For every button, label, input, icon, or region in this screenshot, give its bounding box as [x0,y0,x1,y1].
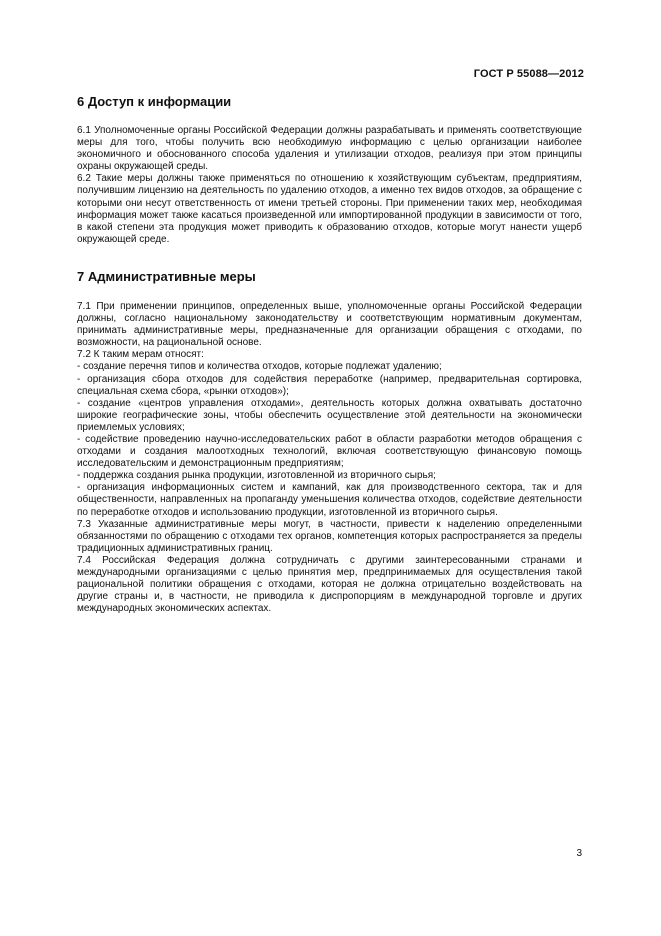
section-6-title: 6 Доступ к информации [77,94,232,109]
paragraph-7-1: 7.1 При применении принципов, определенных выше, уполномоченные органы Российской Федерации должны, согласно национальному законодательству и соответствующим нормативным документам, принимать административные меры, предназначенные для организации обращения с отходами, по возможности, на рациональной основе. [77,300,582,349]
document-code: ГОСТ Р 55088—2012 [473,68,584,80]
section-6-body [77,125,582,246]
paragraph-7-2: 7.2 К таким мерам относят: [77,349,204,361]
section-7-body [77,301,582,615]
paragraph-6-1: 6.1 Уполномоченные органы Российской Федерации должны разрабатывать и применять соответствующие меры для того, чтобы получить всю необходимую информацию с целью организации наиболее экономичного и обоснованного способа удаления и утилизации отходов, реализуя при этом принципы охраны окружающей среды. [77,125,582,173]
paragraph-7-3: 7.3 Указанные административные меры могут, в частности, привести к наделению определенными обязанностями по обращению с отходами тех органов, компетенция которых распространяется за пределы традиционных административных границ. [77,518,582,554]
paragraph-7-4: 7.4 Российская Федерация должна сотрудничать с другими заинтересованными странами и международными организациями с целью принятия мер, предпринимаемых для осуществления такой рациональной политики обращения с отходами, которая не должна отрицательно воздействовать на другие страны и, в частности, не приводила к диспропорциям в международной торговле и других международных экономических аспектах. [77,554,582,615]
section-7-title: 7 Административные меры [77,268,256,284]
list-item: - организация информационных систем и кампаний, как для производственного сектора, так и для общественности, направленных на пропаганду уменьшения количества отходов, содействие деятельности по переработке отходов и использованию продукции, изготовленной из вторичного сырья. [77,482,582,518]
list-item: - создание «центров управления отходами», деятельность которых должна охватывать достаточно широкие географические зоны, чтобы обеспечить осуществление этой деятельности на экономически приемлемых условиях; [77,397,582,433]
paragraph-6-2: 6.2 Такие меры должны также применяться по отношению к хозяйствующим субъектам, предприятиям, получившим лицензию на деятельность по удалению отходов, а именно тех видов отходов, за обращение с которыми они несут ответственность от имени третьей стороны. При применении таких мер, необходимая информация может также касаться произведенной или импортированной продукции в зависимости от того, в какой степени эта продукция может приводить к образованию отходов, которые могут нанести ущерб окружающей среде. [77,173,582,245]
list-item: - содействие проведению научно-исследовательских работ в области разработки методов обращения с отходами и создания малоотходных технологий, включая соответствующую финансовую помощь исследовательским и демонстрационным предприятиям; [77,433,582,470]
list-item: - организация сбора отходов для содействия переработке (например, предварительная сортировка, специальная схема сбора, «рынки отходов»); [77,373,582,397]
page-content [77,94,582,615]
page-number: 3 [576,848,582,859]
list-item: - создание перечня типов и количества отходов, которые подлежат удалению; [77,361,442,373]
list-item: - поддержка создания рынка продукции, изготовленной из вторичного сырья; [77,470,436,482]
